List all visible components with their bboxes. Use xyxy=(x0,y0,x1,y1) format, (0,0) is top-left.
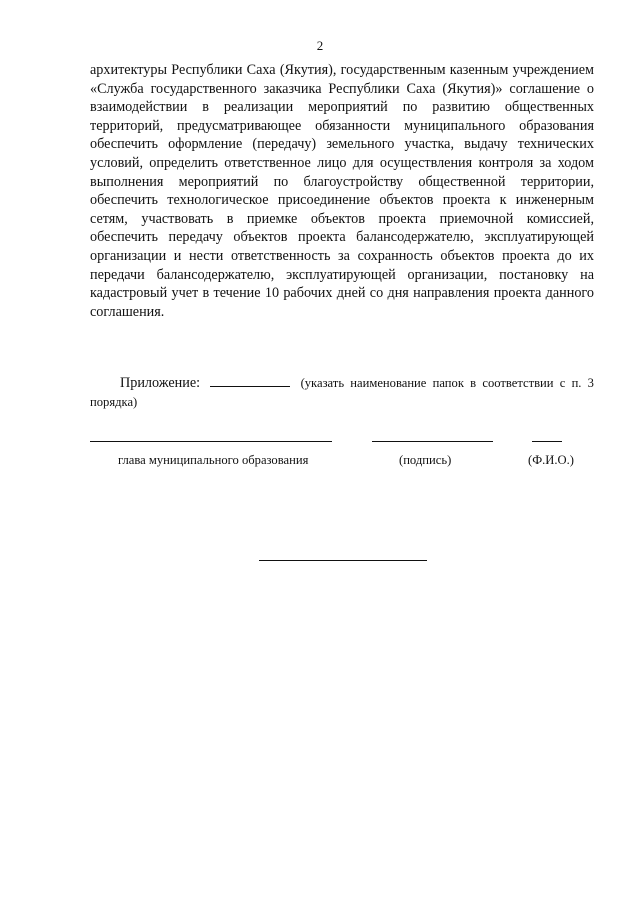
appendix-paragraph xyxy=(90,374,594,412)
appendix-label: Приложение: xyxy=(120,375,201,391)
name-line xyxy=(532,441,562,442)
appendix-blank-line xyxy=(210,374,290,387)
head-label: глава муниципального образования xyxy=(118,453,309,467)
page-number: 2 xyxy=(316,38,324,53)
signature-line xyxy=(372,441,493,442)
appendix-note: (указать наименование папок в соответствии с п. 3 порядка) xyxy=(90,376,594,409)
name-label: (Ф.И.О.) xyxy=(528,453,574,467)
body-paragraph: архитектуры Республики Саха (Якутия), государственным казенным учреждением «Служба государственного заказчика Республики Саха (Якутия)» соглашение о взаимодействии в реализации мероприятий по развитию общественных территорий, предусматривающее обязанности муниципального образования обеспечить оформление (передачу) земельного участка, выдачу технических условий, определить ответственное лицо для осуществления контроля за ходом выполнения мероприятий по благоустройству общественной территории, обеспечить технологическое присоединение объектов проекта к инженерным сетям, участвовать в приемке объектов проекта приемочной комиссией, обеспечить передачу объектов проекта балансодержателю, эксплуатирующей организации и нести ответственность за сохранность объектов проекта до их передачи балансодержателю, эксплуатирующей организации, постановку на кадастровый учет в течение 10 рабочих дней со дня направления проекта данного соглашения. xyxy=(90,62,594,320)
signature-label: (подпись) xyxy=(399,453,452,467)
closing-separator-line xyxy=(259,560,427,561)
head-signature-line xyxy=(90,441,332,442)
